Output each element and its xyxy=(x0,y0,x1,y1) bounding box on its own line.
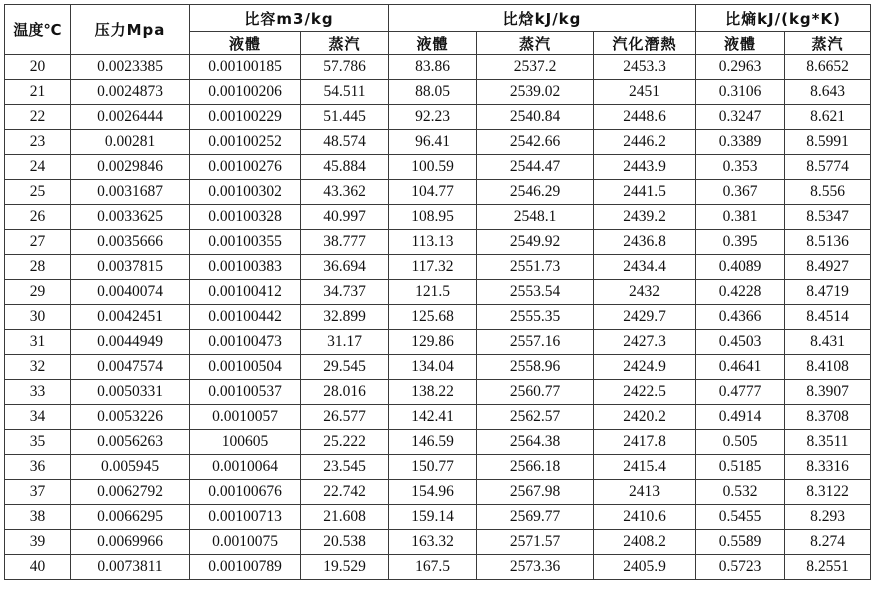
volume-steam-cell: 32.899 xyxy=(301,305,389,330)
enthalpy-liquid-cell: 138.22 xyxy=(389,380,477,405)
entropy-liquid-cell: 0.5723 xyxy=(696,555,785,580)
pressure-cell: 0.00281 xyxy=(71,130,190,155)
latent-heat-cell: 2415.4 xyxy=(594,455,696,480)
entropy-steam-cell: 8.5991 xyxy=(785,130,871,155)
entropy-liquid-cell: 0.5455 xyxy=(696,505,785,530)
latent-heat-cell: 2441.5 xyxy=(594,180,696,205)
pressure-cell: 0.0053226 xyxy=(71,405,190,430)
latent-heat-cell: 2443.9 xyxy=(594,155,696,180)
volume-liquid-cell: 0.00100355 xyxy=(190,230,301,255)
entropy-steam-cell: 8.643 xyxy=(785,80,871,105)
volume-liquid-cell: 0.00100328 xyxy=(190,205,301,230)
enthalpy-liquid-cell: 100.59 xyxy=(389,155,477,180)
volume-steam-cell: 51.445 xyxy=(301,105,389,130)
latent-heat-cell: 2420.2 xyxy=(594,405,696,430)
entropy-liquid-cell: 0.367 xyxy=(696,180,785,205)
entropy-liquid-cell: 0.381 xyxy=(696,205,785,230)
pressure-cell: 0.0069966 xyxy=(71,530,190,555)
temperature-cell: 40 xyxy=(5,555,71,580)
steam-properties-table xyxy=(4,4,871,580)
table-row xyxy=(5,155,871,180)
volume-steam-cell: 40.997 xyxy=(301,205,389,230)
entropy-steam-cell: 8.3122 xyxy=(785,480,871,505)
entropy-steam-cell: 8.621 xyxy=(785,105,871,130)
pressure-cell: 0.0062792 xyxy=(71,480,190,505)
pressure-cell: 0.0037815 xyxy=(71,255,190,280)
enthalpy-steam-cell: 2544.47 xyxy=(477,155,594,180)
enthalpy-liquid-cell: 167.5 xyxy=(389,555,477,580)
volume-liquid-cell: 0.00100789 xyxy=(190,555,301,580)
table-row xyxy=(5,80,871,105)
entropy-steam-cell: 8.3511 xyxy=(785,430,871,455)
enthalpy-liquid-cell: 108.95 xyxy=(389,205,477,230)
entropy-liquid-cell: 0.532 xyxy=(696,480,785,505)
volume-steam-cell: 26.577 xyxy=(301,405,389,430)
volume-liquid-cell: 0.00100383 xyxy=(190,255,301,280)
temperature-cell: 27 xyxy=(5,230,71,255)
temperature-cell: 37 xyxy=(5,480,71,505)
entropy-liquid-cell: 0.5589 xyxy=(696,530,785,555)
header-pressure: 压力Mpa xyxy=(71,5,190,55)
enthalpy-steam-cell: 2573.36 xyxy=(477,555,594,580)
volume-liquid-cell: 0.00100537 xyxy=(190,380,301,405)
pressure-cell: 0.0042451 xyxy=(71,305,190,330)
volume-steam-cell: 43.362 xyxy=(301,180,389,205)
header-temperature: 温度℃ xyxy=(5,5,71,55)
enthalpy-steam-cell: 2548.1 xyxy=(477,205,594,230)
volume-steam-cell: 34.737 xyxy=(301,280,389,305)
header-specific-enthalpy: 比焓kJ/kg xyxy=(389,5,696,32)
temperature-cell: 30 xyxy=(5,305,71,330)
volume-liquid-cell: 0.00100676 xyxy=(190,480,301,505)
entropy-steam-cell: 8.4108 xyxy=(785,355,871,380)
latent-heat-cell: 2453.3 xyxy=(594,55,696,80)
entropy-liquid-cell: 0.505 xyxy=(696,430,785,455)
volume-steam-cell: 20.538 xyxy=(301,530,389,555)
volume-steam-cell: 28.016 xyxy=(301,380,389,405)
latent-heat-cell: 2427.3 xyxy=(594,330,696,355)
temperature-cell: 22 xyxy=(5,105,71,130)
enthalpy-steam-cell: 2555.35 xyxy=(477,305,594,330)
latent-heat-cell: 2413 xyxy=(594,480,696,505)
pressure-cell: 0.0050331 xyxy=(71,380,190,405)
latent-heat-cell: 2446.2 xyxy=(594,130,696,155)
temperature-cell: 32 xyxy=(5,355,71,380)
volume-steam-cell: 48.574 xyxy=(301,130,389,155)
latent-heat-cell: 2408.2 xyxy=(594,530,696,555)
enthalpy-steam-cell: 2560.77 xyxy=(477,380,594,405)
enthalpy-liquid-cell: 146.59 xyxy=(389,430,477,455)
entropy-liquid-cell: 0.4503 xyxy=(696,330,785,355)
table-row xyxy=(5,130,871,155)
entropy-steam-cell: 8.5136 xyxy=(785,230,871,255)
temperature-cell: 25 xyxy=(5,180,71,205)
subheader-entropy-steam: 蒸汽 xyxy=(785,32,871,55)
header-specific-volume: 比容m3/kg xyxy=(190,5,389,32)
enthalpy-steam-cell: 2549.92 xyxy=(477,230,594,255)
entropy-liquid-cell: 0.4228 xyxy=(696,280,785,305)
volume-steam-cell: 25.222 xyxy=(301,430,389,455)
enthalpy-steam-cell: 2564.38 xyxy=(477,430,594,455)
entropy-liquid-cell: 0.2963 xyxy=(696,55,785,80)
entropy-steam-cell: 8.5347 xyxy=(785,205,871,230)
enthalpy-liquid-cell: 159.14 xyxy=(389,505,477,530)
subheader-volume-steam: 蒸汽 xyxy=(301,32,389,55)
pressure-cell: 0.0044949 xyxy=(71,330,190,355)
entropy-liquid-cell: 0.3247 xyxy=(696,105,785,130)
table-body xyxy=(5,55,871,580)
enthalpy-liquid-cell: 163.32 xyxy=(389,530,477,555)
table-row xyxy=(5,205,871,230)
enthalpy-steam-cell: 2566.18 xyxy=(477,455,594,480)
entropy-liquid-cell: 0.395 xyxy=(696,230,785,255)
temperature-cell: 21 xyxy=(5,80,71,105)
table-row xyxy=(5,555,871,580)
volume-steam-cell: 31.17 xyxy=(301,330,389,355)
enthalpy-liquid-cell: 154.96 xyxy=(389,480,477,505)
table-row xyxy=(5,230,871,255)
pressure-cell: 0.0026444 xyxy=(71,105,190,130)
enthalpy-liquid-cell: 113.13 xyxy=(389,230,477,255)
enthalpy-steam-cell: 2539.02 xyxy=(477,80,594,105)
entropy-liquid-cell: 0.4641 xyxy=(696,355,785,380)
temperature-cell: 20 xyxy=(5,55,71,80)
volume-liquid-cell: 0.00100504 xyxy=(190,355,301,380)
subheader-enthalpy-liquid: 液體 xyxy=(389,32,477,55)
table-row xyxy=(5,305,871,330)
table-row xyxy=(5,255,871,280)
latent-heat-cell: 2429.7 xyxy=(594,305,696,330)
volume-liquid-cell: 0.0010064 xyxy=(190,455,301,480)
volume-steam-cell: 22.742 xyxy=(301,480,389,505)
entropy-liquid-cell: 0.4777 xyxy=(696,380,785,405)
table-row xyxy=(5,530,871,555)
pressure-cell: 0.0056263 xyxy=(71,430,190,455)
pressure-cell: 0.0066295 xyxy=(71,505,190,530)
enthalpy-liquid-cell: 134.04 xyxy=(389,355,477,380)
temperature-cell: 33 xyxy=(5,380,71,405)
enthalpy-steam-cell: 2558.96 xyxy=(477,355,594,380)
pressure-cell: 0.0047574 xyxy=(71,355,190,380)
pressure-cell: 0.0033625 xyxy=(71,205,190,230)
table-row xyxy=(5,480,871,505)
volume-steam-cell: 36.694 xyxy=(301,255,389,280)
latent-heat-cell: 2439.2 xyxy=(594,205,696,230)
volume-steam-cell: 21.608 xyxy=(301,505,389,530)
enthalpy-steam-cell: 2542.66 xyxy=(477,130,594,155)
temperature-cell: 34 xyxy=(5,405,71,430)
entropy-steam-cell: 8.3907 xyxy=(785,380,871,405)
latent-heat-cell: 2434.4 xyxy=(594,255,696,280)
entropy-steam-cell: 8.5774 xyxy=(785,155,871,180)
volume-liquid-cell: 0.00100442 xyxy=(190,305,301,330)
subheader-volume-liquid: 液體 xyxy=(190,32,301,55)
volume-steam-cell: 29.545 xyxy=(301,355,389,380)
volume-steam-cell: 23.545 xyxy=(301,455,389,480)
pressure-cell: 0.0023385 xyxy=(71,55,190,80)
volume-liquid-cell: 0.0010075 xyxy=(190,530,301,555)
temperature-cell: 29 xyxy=(5,280,71,305)
enthalpy-steam-cell: 2551.73 xyxy=(477,255,594,280)
enthalpy-liquid-cell: 125.68 xyxy=(389,305,477,330)
entropy-liquid-cell: 0.5185 xyxy=(696,455,785,480)
header-specific-entropy: 比熵kJ/(kg*K) xyxy=(696,5,871,32)
entropy-steam-cell: 8.4514 xyxy=(785,305,871,330)
volume-steam-cell: 57.786 xyxy=(301,55,389,80)
enthalpy-steam-cell: 2571.57 xyxy=(477,530,594,555)
table-row xyxy=(5,280,871,305)
temperature-cell: 24 xyxy=(5,155,71,180)
table-row xyxy=(5,505,871,530)
pressure-cell: 0.0031687 xyxy=(71,180,190,205)
latent-heat-cell: 2448.6 xyxy=(594,105,696,130)
volume-liquid-cell: 0.00100252 xyxy=(190,130,301,155)
entropy-steam-cell: 8.274 xyxy=(785,530,871,555)
pressure-cell: 0.0035666 xyxy=(71,230,190,255)
enthalpy-steam-cell: 2567.98 xyxy=(477,480,594,505)
latent-heat-cell: 2405.9 xyxy=(594,555,696,580)
enthalpy-liquid-cell: 142.41 xyxy=(389,405,477,430)
enthalpy-steam-cell: 2540.84 xyxy=(477,105,594,130)
entropy-steam-cell: 8.3316 xyxy=(785,455,871,480)
pressure-cell: 0.0024873 xyxy=(71,80,190,105)
enthalpy-steam-cell: 2569.77 xyxy=(477,505,594,530)
latent-heat-cell: 2432 xyxy=(594,280,696,305)
table-row xyxy=(5,405,871,430)
entropy-steam-cell: 8.556 xyxy=(785,180,871,205)
volume-liquid-cell: 0.00100412 xyxy=(190,280,301,305)
volume-liquid-cell: 0.00100229 xyxy=(190,105,301,130)
header-row-main xyxy=(5,5,871,32)
temperature-cell: 31 xyxy=(5,330,71,355)
enthalpy-steam-cell: 2553.54 xyxy=(477,280,594,305)
entropy-steam-cell: 8.3708 xyxy=(785,405,871,430)
enthalpy-liquid-cell: 121.5 xyxy=(389,280,477,305)
enthalpy-liquid-cell: 92.23 xyxy=(389,105,477,130)
table-row xyxy=(5,355,871,380)
entropy-steam-cell: 8.4719 xyxy=(785,280,871,305)
enthalpy-steam-cell: 2562.57 xyxy=(477,405,594,430)
enthalpy-liquid-cell: 104.77 xyxy=(389,180,477,205)
volume-liquid-cell: 0.00100276 xyxy=(190,155,301,180)
table-row xyxy=(5,55,871,80)
volume-steam-cell: 54.511 xyxy=(301,80,389,105)
temperature-cell: 36 xyxy=(5,455,71,480)
volume-steam-cell: 45.884 xyxy=(301,155,389,180)
table-row xyxy=(5,380,871,405)
entropy-steam-cell: 8.431 xyxy=(785,330,871,355)
latent-heat-cell: 2424.9 xyxy=(594,355,696,380)
volume-liquid-cell: 0.00100302 xyxy=(190,180,301,205)
volume-liquid-cell: 0.00100185 xyxy=(190,55,301,80)
volume-liquid-cell: 0.0010057 xyxy=(190,405,301,430)
enthalpy-liquid-cell: 129.86 xyxy=(389,330,477,355)
enthalpy-liquid-cell: 83.86 xyxy=(389,55,477,80)
volume-liquid-cell: 0.00100473 xyxy=(190,330,301,355)
enthalpy-steam-cell: 2546.29 xyxy=(477,180,594,205)
volume-steam-cell: 38.777 xyxy=(301,230,389,255)
temperature-cell: 28 xyxy=(5,255,71,280)
subheader-latent-heat: 汽化潛熱 xyxy=(594,32,696,55)
entropy-steam-cell: 8.4927 xyxy=(785,255,871,280)
temperature-cell: 39 xyxy=(5,530,71,555)
enthalpy-liquid-cell: 96.41 xyxy=(389,130,477,155)
pressure-cell: 0.0040074 xyxy=(71,280,190,305)
entropy-liquid-cell: 0.4366 xyxy=(696,305,785,330)
enthalpy-liquid-cell: 88.05 xyxy=(389,80,477,105)
pressure-cell: 0.0029846 xyxy=(71,155,190,180)
volume-liquid-cell: 0.00100206 xyxy=(190,80,301,105)
enthalpy-liquid-cell: 117.32 xyxy=(389,255,477,280)
enthalpy-steam-cell: 2557.16 xyxy=(477,330,594,355)
subheader-entropy-liquid: 液體 xyxy=(696,32,785,55)
enthalpy-liquid-cell: 150.77 xyxy=(389,455,477,480)
latent-heat-cell: 2417.8 xyxy=(594,430,696,455)
latent-heat-cell: 2451 xyxy=(594,80,696,105)
entropy-liquid-cell: 0.4914 xyxy=(696,405,785,430)
subheader-enthalpy-steam: 蒸汽 xyxy=(477,32,594,55)
latent-heat-cell: 2436.8 xyxy=(594,230,696,255)
table-row xyxy=(5,430,871,455)
volume-steam-cell: 19.529 xyxy=(301,555,389,580)
table-row xyxy=(5,105,871,130)
entropy-steam-cell: 8.293 xyxy=(785,505,871,530)
entropy-liquid-cell: 0.4089 xyxy=(696,255,785,280)
temperature-cell: 35 xyxy=(5,430,71,455)
pressure-cell: 0.005945 xyxy=(71,455,190,480)
table-row xyxy=(5,330,871,355)
latent-heat-cell: 2422.5 xyxy=(594,380,696,405)
entropy-liquid-cell: 0.3389 xyxy=(696,130,785,155)
entropy-steam-cell: 8.2551 xyxy=(785,555,871,580)
pressure-cell: 0.0073811 xyxy=(71,555,190,580)
enthalpy-steam-cell: 2537.2 xyxy=(477,55,594,80)
volume-liquid-cell: 0.00100713 xyxy=(190,505,301,530)
volume-liquid-cell: 100605 xyxy=(190,430,301,455)
table-row xyxy=(5,180,871,205)
temperature-cell: 26 xyxy=(5,205,71,230)
latent-heat-cell: 2410.6 xyxy=(594,505,696,530)
temperature-cell: 23 xyxy=(5,130,71,155)
temperature-cell: 38 xyxy=(5,505,71,530)
entropy-steam-cell: 8.6652 xyxy=(785,55,871,80)
table-row xyxy=(5,455,871,480)
entropy-liquid-cell: 0.3106 xyxy=(696,80,785,105)
entropy-liquid-cell: 0.353 xyxy=(696,155,785,180)
